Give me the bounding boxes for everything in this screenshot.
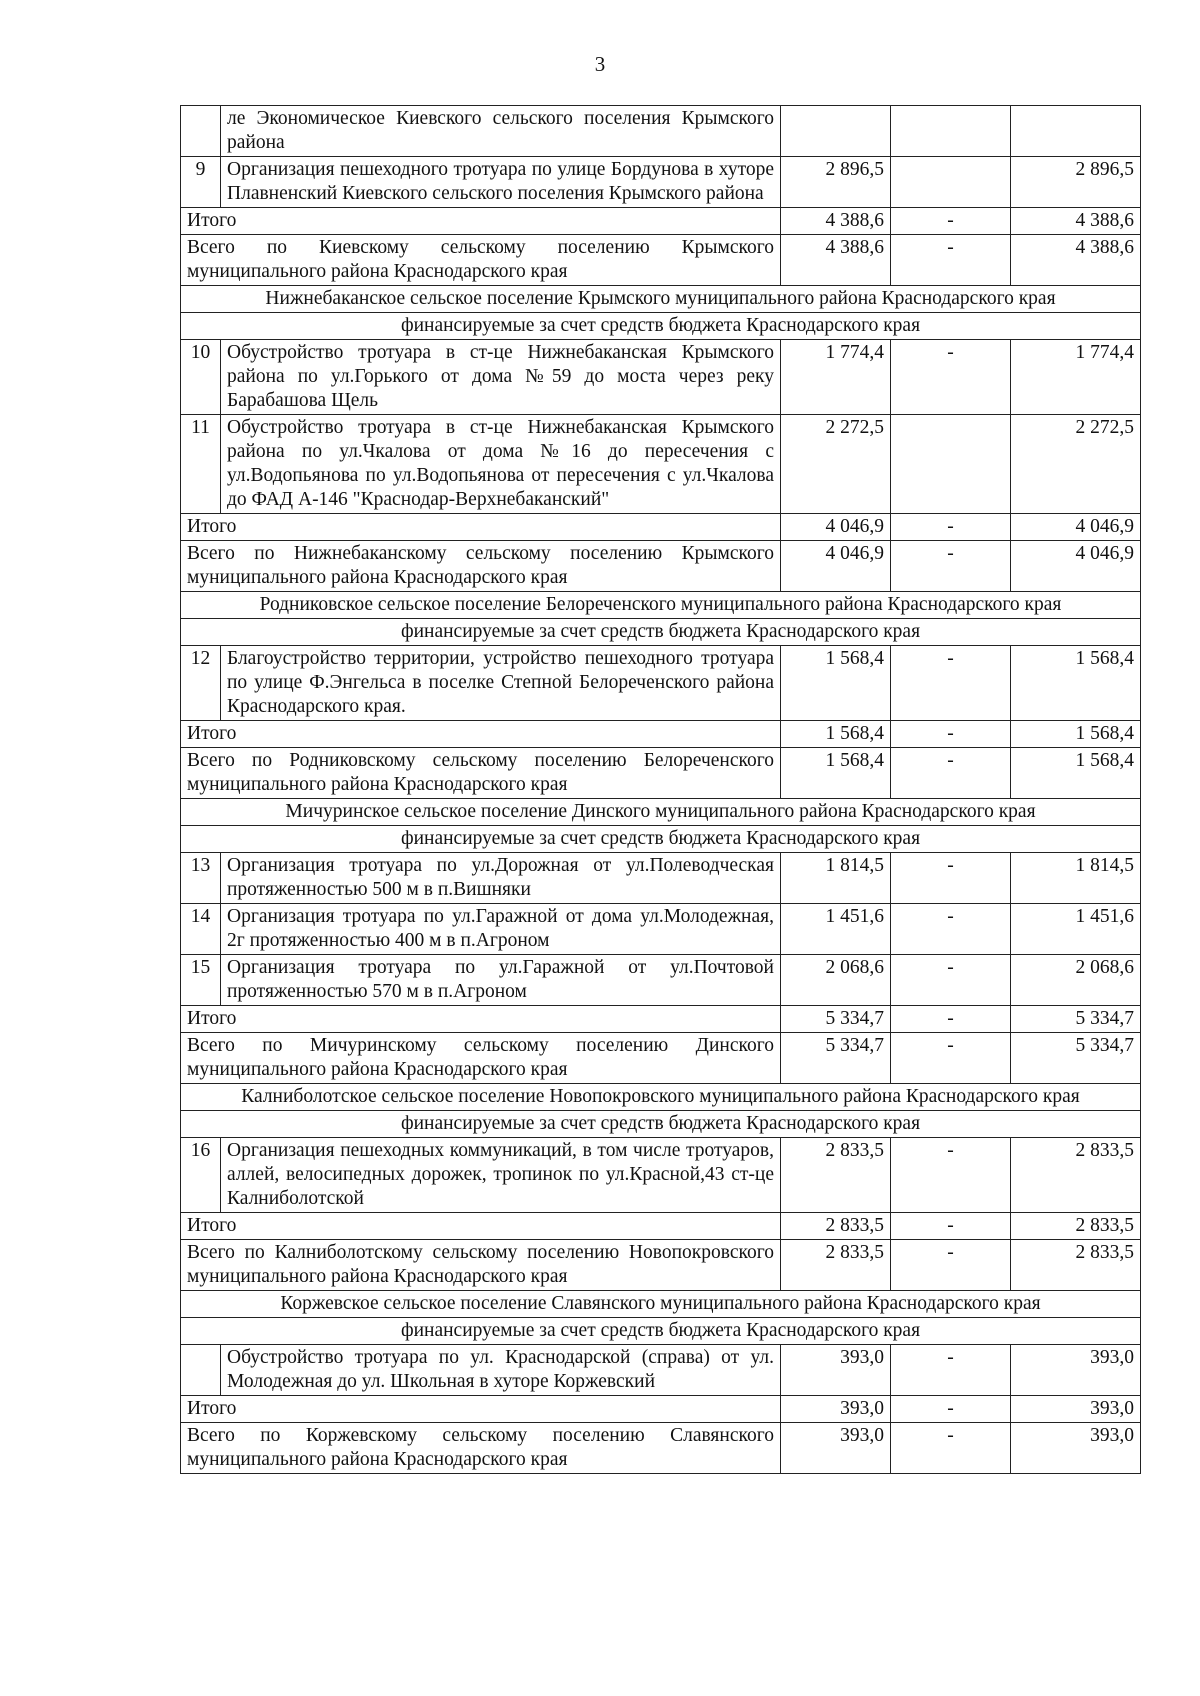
row-number: 11 [181, 415, 221, 514]
section-header-row [181, 619, 1141, 646]
table-row [181, 1138, 1141, 1213]
item-description: Обустройство тротуара по ул. Краснодарской (справа) от ул. Молодежная до ул. Школьная в хуторе Коржевский [221, 1345, 781, 1396]
row-number: 13 [181, 853, 221, 904]
total-amount-cell: 5 334,7 [781, 1006, 891, 1033]
middle-amount-cell: - [891, 646, 1011, 721]
row-number [181, 106, 221, 157]
total-amount-cell: 393,0 [781, 1396, 891, 1423]
total-amount-cell: 1 814,5 [781, 853, 891, 904]
item-description: Обустройство тротуара в ст-це Нижнебаканская Крымского района по ул.Чкалова от дома №16 до пересечения с ул.Водопьянова по ул.Водопьянова от пересечения с ул.Чкалова до ФАД А-146 "Краснодар-Верхнебаканский" [221, 415, 781, 514]
item-description: Организация пешеходных коммуникаций, в том числе тротуаров, аллей, велосипедных дорожек, тропинок по ул.Красной,43 ст-це Калниболотской [221, 1138, 781, 1213]
right-amount-cell: 4 388,6 [1011, 208, 1141, 235]
middle-amount-cell: - [891, 235, 1011, 286]
item-description: Организация тротуара по ул.Гаражной от дома ул.Молодежная, 2г протяженностью 400 м в п.Агроном [221, 904, 781, 955]
total-amount-cell: 393,0 [781, 1345, 891, 1396]
section-header-row [181, 592, 1141, 619]
summary-row [181, 1006, 1141, 1033]
row-number: 14 [181, 904, 221, 955]
summary-label: Итого [181, 721, 781, 748]
section-title: финансируемые за счет средств бюджета Краснодарского края [181, 313, 1141, 340]
total-amount-cell: 4 388,6 [781, 208, 891, 235]
summary-label: Итого [181, 208, 781, 235]
summary-row [181, 541, 1141, 592]
right-amount-cell: 1 568,4 [1011, 721, 1141, 748]
middle-amount-cell: - [891, 541, 1011, 592]
summary-row [181, 721, 1141, 748]
summary-label: Всего по Мичуринскому сельскому поселению Динского муниципального района Краснодарского края [181, 1033, 781, 1084]
middle-amount-cell: - [891, 1138, 1011, 1213]
summary-label: Всего по Коржевскому сельскому поселению Славянского муниципального района Краснодарского края [181, 1423, 781, 1474]
right-amount-cell: 5 334,7 [1011, 1006, 1141, 1033]
right-amount-cell: 2 833,5 [1011, 1213, 1141, 1240]
total-amount-cell: 1 568,4 [781, 721, 891, 748]
row-number [181, 1345, 221, 1396]
row-number: 16 [181, 1138, 221, 1213]
total-amount-cell: 1 568,4 [781, 748, 891, 799]
middle-amount-cell: - [891, 1345, 1011, 1396]
section-header-row [181, 313, 1141, 340]
row-number: 12 [181, 646, 221, 721]
middle-amount-cell: - [891, 208, 1011, 235]
table-row [181, 340, 1141, 415]
page-number: 3 [594, 52, 606, 76]
right-amount-cell: 393,0 [1011, 1423, 1141, 1474]
right-amount-cell: 4 046,9 [1011, 541, 1141, 592]
item-description: Обустройство тротуара в ст-це Нижнебаканская Крымского района по ул.Горького от дома №59 до моста через реку Барабашова Щель [221, 340, 781, 415]
summary-row [181, 208, 1141, 235]
item-description: ле Экономическое Киевского сельского поселения Крымского района [221, 106, 781, 157]
row-number: 9 [181, 157, 221, 208]
middle-amount-cell: - [891, 721, 1011, 748]
total-amount-cell: 4 046,9 [781, 541, 891, 592]
table-row [181, 646, 1141, 721]
middle-amount-cell: - [891, 1240, 1011, 1291]
section-header-row [181, 1111, 1141, 1138]
summary-label: Всего по Киевскому сельскому поселению Крымского муниципального района Краснодарского края [181, 235, 781, 286]
item-description: Организация тротуара по ул.Дорожная от ул.Полеводческая протяженностью 500 м в п.Вишняки [221, 853, 781, 904]
table-row [181, 853, 1141, 904]
section-title: Нижнебаканское сельское поселение Крымского муниципального района Краснодарского края [181, 286, 1141, 313]
summary-label: Итого [181, 514, 781, 541]
summary-label: Итого [181, 1213, 781, 1240]
section-title: финансируемые за счет средств бюджета Краснодарского края [181, 619, 1141, 646]
right-amount-cell: 393,0 [1011, 1345, 1141, 1396]
total-amount-cell: 2 833,5 [781, 1240, 891, 1291]
item-description: Организация тротуара по ул.Гаражной от ул.Почтовой протяженностью 570 м в п.Агроном [221, 955, 781, 1006]
total-amount-cell: 4 046,9 [781, 514, 891, 541]
right-amount-cell: 1 568,4 [1011, 646, 1141, 721]
middle-amount-cell [891, 106, 1011, 157]
table-row [181, 1345, 1141, 1396]
right-amount-cell: 393,0 [1011, 1396, 1141, 1423]
section-title: Коржевское сельское поселение Славянского муниципального района Краснодарского края [181, 1291, 1141, 1318]
total-amount-cell: 1 568,4 [781, 646, 891, 721]
table-row [181, 955, 1141, 1006]
summary-label: Всего по Калниболотскому сельскому поселению Новопокровского муниципального района Краснодарского края [181, 1240, 781, 1291]
section-header-row [181, 826, 1141, 853]
right-amount-cell: 4 388,6 [1011, 235, 1141, 286]
section-title: финансируемые за счет средств бюджета Краснодарского края [181, 1318, 1141, 1345]
section-title: финансируемые за счет средств бюджета Краснодарского края [181, 1111, 1141, 1138]
section-header-row [181, 1291, 1141, 1318]
summary-row [181, 514, 1141, 541]
middle-amount-cell: - [891, 340, 1011, 415]
total-amount-cell: 1 451,6 [781, 904, 891, 955]
section-header-row [181, 1084, 1141, 1111]
item-description: Благоустройство территории, устройство пешеходного тротуара по улице Ф.Энгельса в поселке Степной Белореченского района Краснодарского края. [221, 646, 781, 721]
right-amount-cell: 2 833,5 [1011, 1240, 1141, 1291]
total-amount-cell: 2 896,5 [781, 157, 891, 208]
right-amount-cell: 2 272,5 [1011, 415, 1141, 514]
summary-row [181, 1240, 1141, 1291]
middle-amount-cell: - [891, 1213, 1011, 1240]
middle-amount-cell: - [891, 1396, 1011, 1423]
middle-amount-cell: - [891, 1006, 1011, 1033]
table-row [181, 415, 1141, 514]
middle-amount-cell: - [891, 904, 1011, 955]
summary-row [181, 1396, 1141, 1423]
middle-amount-cell: - [891, 1033, 1011, 1084]
summary-label: Всего по Нижнебаканскому сельскому поселению Крымского муниципального района Краснодарского края [181, 541, 781, 592]
section-title: Мичуринское сельское поселение Динского муниципального района Краснодарского края [181, 799, 1141, 826]
middle-amount-cell: - [891, 1423, 1011, 1474]
middle-amount-cell: - [891, 748, 1011, 799]
summary-label: Итого [181, 1006, 781, 1033]
summary-row [181, 1423, 1141, 1474]
summary-label: Итого [181, 1396, 781, 1423]
total-amount-cell: 393,0 [781, 1423, 891, 1474]
table-row [181, 904, 1141, 955]
funding-table [180, 105, 1141, 1474]
right-amount-cell [1011, 106, 1141, 157]
row-number: 15 [181, 955, 221, 1006]
summary-label: Всего по Родниковскому сельскому поселению Белореченского муниципального района Краснодарского края [181, 748, 781, 799]
total-amount-cell: 5 334,7 [781, 1033, 891, 1084]
summary-row [181, 1033, 1141, 1084]
middle-amount-cell: - [891, 514, 1011, 541]
right-amount-cell: 4 046,9 [1011, 514, 1141, 541]
right-amount-cell: 2 833,5 [1011, 1138, 1141, 1213]
summary-row [181, 748, 1141, 799]
summary-row [181, 1213, 1141, 1240]
section-header-row [181, 799, 1141, 826]
total-amount-cell: 2 833,5 [781, 1138, 891, 1213]
total-amount-cell: 1 774,4 [781, 340, 891, 415]
table-row [181, 106, 1141, 157]
total-amount-cell: 2 068,6 [781, 955, 891, 1006]
summary-row [181, 235, 1141, 286]
total-amount-cell [781, 106, 891, 157]
right-amount-cell: 2 068,6 [1011, 955, 1141, 1006]
right-amount-cell: 5 334,7 [1011, 1033, 1141, 1084]
section-title: Калниболотское сельское поселение Новопокровского муниципального района Краснодарского края [181, 1084, 1141, 1111]
middle-amount-cell: - [891, 955, 1011, 1006]
total-amount-cell: 2 833,5 [781, 1213, 891, 1240]
section-title: финансируемые за счет средств бюджета Краснодарского края [181, 826, 1141, 853]
table-body [181, 106, 1141, 1474]
right-amount-cell: 2 896,5 [1011, 157, 1141, 208]
section-header-row [181, 1318, 1141, 1345]
right-amount-cell: 1 568,4 [1011, 748, 1141, 799]
right-amount-cell: 1 814,5 [1011, 853, 1141, 904]
total-amount-cell: 2 272,5 [781, 415, 891, 514]
section-title: Родниковское сельское поселение Белореченского муниципального района Краснодарского края [181, 592, 1141, 619]
section-header-row [181, 286, 1141, 313]
right-amount-cell: 1 451,6 [1011, 904, 1141, 955]
item-description: Организация пешеходного тротуара по улице Бордунова в хуторе Плавненский Киевского сельского поселения Крымского района [221, 157, 781, 208]
total-amount-cell: 4 388,6 [781, 235, 891, 286]
middle-amount-cell [891, 415, 1011, 514]
middle-amount-cell: - [891, 853, 1011, 904]
right-amount-cell: 1 774,4 [1011, 340, 1141, 415]
middle-amount-cell [891, 157, 1011, 208]
table-row [181, 157, 1141, 208]
row-number: 10 [181, 340, 221, 415]
